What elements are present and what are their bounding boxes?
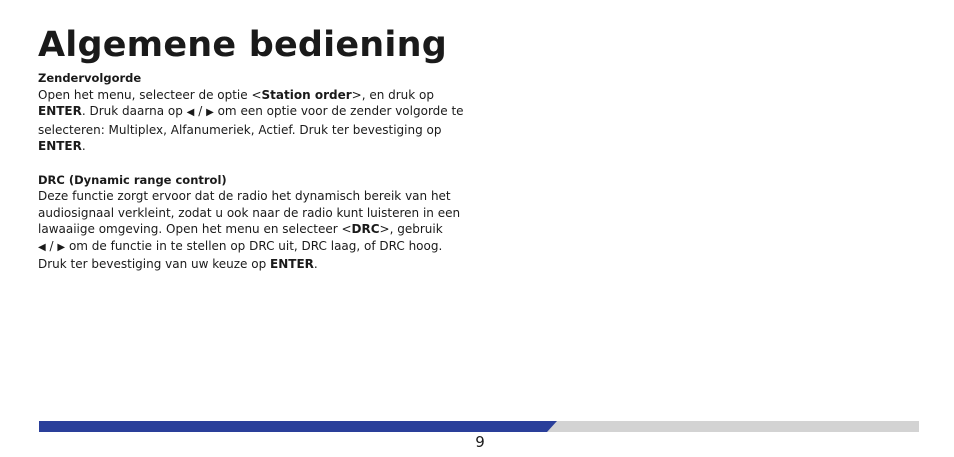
left-arrow-icon: ◀ <box>186 107 195 118</box>
enter-key-label: ENTER <box>38 139 82 153</box>
text: Open het menu, selecteer de optie < <box>38 87 262 102</box>
section-drc <box>38 172 468 273</box>
page-title: Algemene bediening <box>38 25 447 65</box>
section-heading: Zendervolgorde <box>38 71 142 85</box>
text: . <box>81 139 86 153</box>
text: / <box>198 104 203 118</box>
text: . <box>313 257 318 271</box>
section-heading: DRC (Dynamic range control) <box>38 172 227 187</box>
text: om een optie voor de zender volgorde te selecteren: Multiplex, Alfanumeriek, Actief. Druk ter bevestiging op <box>38 104 464 137</box>
option-name: Station order <box>261 87 352 102</box>
footer-bar-graphic <box>39 421 919 432</box>
text: / <box>49 238 54 253</box>
page-number: 9 <box>475 433 485 451</box>
text: om de functie in te stellen op DRC uit, DRC laag, of DRC hoog. Druk ter bevestiging van uw keuze op <box>38 238 443 271</box>
enter-key-label: ENTER <box>38 104 82 118</box>
left-arrow-icon: ◀ <box>38 241 46 253</box>
enter-key-label: ENTER <box>270 257 314 271</box>
section-station-order <box>38 70 468 155</box>
option-name: DRC <box>351 222 380 236</box>
text: >, en druk op <box>351 87 435 102</box>
content-area <box>38 70 468 290</box>
right-arrow-icon: ▶ <box>57 241 66 253</box>
text: . Druk daarna op <box>81 104 183 118</box>
footer-bar <box>39 421 919 432</box>
text: Deze functie zorgt ervoor dat de radio het dynamisch bereik van het audiosignaal verkleint, zodat u ook naar de radio kunt luisteren in een lawaaiige omgeving. Open het menu en selecteer < <box>38 189 461 236</box>
footer-bar-blue <box>39 421 557 432</box>
section-body <box>38 87 468 155</box>
section-body <box>38 188 468 273</box>
text: >, gebruik <box>379 222 443 236</box>
right-arrow-icon: ▶ <box>206 107 214 118</box>
